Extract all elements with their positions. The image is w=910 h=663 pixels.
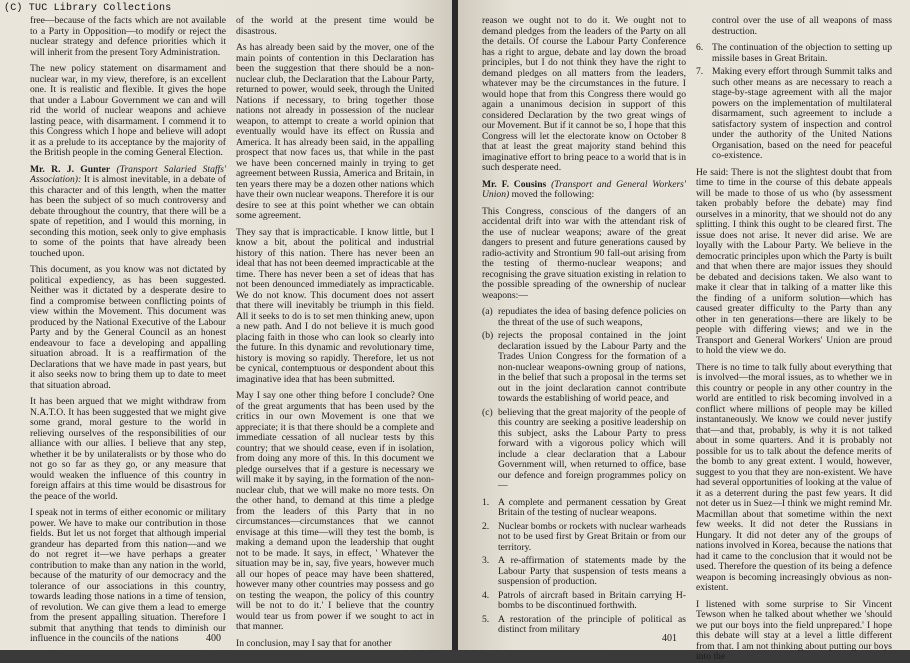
left-column-2: [236, 15, 434, 649]
list-label: 3.: [482, 555, 490, 566]
paragraph: He said: There is not the slightest doubt that from time to time in the course of this debate appeals will be made to those of us who (by assessment taken probably before the debate) may find ourselves in a minority, that we should not do any splitting. I think this ought to be cleared first. The issue does not arise. It never did arise. We are loyally with the Labour Party. We believe in the democratic principles upon which the Party is built and that when there are major issues they should be debated and decisions taken. We also want to make it clear that in talking of a matter like this the finding of a uniform solution—which has caused greater difficulty to the Party than any other in ten generations—there are likely to be people with differing views; and we in the Transport and General Workers' Union are proud to hold the view we do.: [696, 166, 892, 356]
list-label: 5.: [482, 613, 490, 625]
speaker-text: It is almost inevitable, in a debate of this character and of this length, when the matter has been the subject of so much controversy and debate throughout the country, that there will be a spate of repetition, and I would this morning, in seconding this motion, seek only to give emphasis to some of the points that have already been touched upon.: [30, 174, 226, 259]
list-text: A complete and permanent cessation by Great Britain of the testing of nuclear weapons.: [498, 496, 686, 518]
speaker-name: Mr. F. Cousins: [482, 178, 547, 190]
list-text: The continuation of the objection to setting up missile bases in Great Britain.: [712, 42, 892, 64]
speaker-name: Mr. R. J. Gunter: [30, 163, 111, 175]
list-item: [482, 331, 686, 405]
list-label: 6.: [696, 42, 704, 53]
list-text: Patrols of aircraft based in Britain carrying H-bombs to be discontinued forthwith.: [498, 589, 686, 611]
paragraph: As has already been said by the mover, one of the main points of contention in this Declaration has been the suggestion that there should be a non-nuclear club, the Declaration that the Labour Party, returned to power, would seek, through the United Nations if necessary, to bring together those nations not already in possession of the nuclear weapon, to attempt to create a world opinion that eventually would have its effect on Russia and America. It has already been said, in the appalling prospect that now faces us, that while in the past we have been concerned mainly in trying to get agreement between Russia, America and Britain, in ten years there may be a dozen other nations which have their own nuclear weapons. Therefore it is our desire to see at this point whether we can obtain some agreement.: [236, 42, 434, 221]
list-label: 1.: [482, 496, 490, 508]
list-text: rejects the proposal contained in the joint declaration issued by the Labour Party and the Trades Union Congress for the formation of a non-nuclear weapons-owning group of nations, in the belief that such a proposal in the terms set out in the joint declaration cannot contribute towards the establishing of world peace, and: [498, 330, 686, 404]
list-label: 4.: [482, 589, 490, 601]
paragraph: of the world at the present time would be disastrous.: [236, 15, 434, 37]
paragraph: This document, as you know was not dictated by political expediency, as has been suggested. Neither was it dictated by a desperate desire to find a compromise between conflicting points of view within the Movement. This document was produced by the National Executive of the Labour Party and by the General Council as an honest endeavour to face a developing and appalling situation abroad. It is a reaffirmation of the Declarations that we have made in past years, but it also seeks now to bring them up to date to meet that situation abroad.: [30, 264, 226, 391]
list-item: [696, 67, 892, 162]
paragraph: free—because of the facts which are not available to a Party in Opposition—to modify or reject the nuclear strategy and defence priorities which it will inherit from the present Tory Administration.: [30, 15, 226, 58]
list-label: (c): [482, 406, 493, 418]
list-text: repudiates the idea of basing defence policies on the threat of the use of such weapons,: [498, 306, 686, 328]
list-label: (a): [482, 306, 493, 317]
list-text: A restoration of the principle of political as distinct from military: [498, 613, 686, 635]
page-number-right: 401: [662, 633, 677, 644]
paragraph: May I say one other thing before I conclude? One of the great arguments that has been used by the critics in our own Movement is one that we appreciate; it is that there should be a complete and immediate cessation of all nuclear tests by this country; that we should cease, even if in isolation, from doing any more of this. In this document we pledge ourselves that if a gesture is necessary we will make it by saying, in the formation of the non-nuclear club, that we will make no more tests. On the other hand, to demand at this time a pledge from the leaders of this Party that in no circumstances—circumstances that we cannot envisage at this time—will they test the bomb, is making a demand upon the leadership that ought not to be made. It says, in effect, ' Whatever the situation may be in, say, five years, however much all our hopes of peace may have been shattered, however many other countries may possess and go on testing the weapon, the policy of this country will be not to do it.' I believe that the country would tear us from power if we sought to act in that manner.: [236, 390, 434, 632]
left-page: [0, 0, 452, 650]
list-item: [696, 43, 892, 64]
right-page: [458, 0, 910, 662]
motion-list: [482, 307, 686, 492]
paragraph: control over the use of all weapons of mass destruction.: [712, 15, 892, 37]
speaker-heading: [482, 180, 686, 201]
list-label: (b): [482, 330, 494, 341]
list-text: A re-affirmation of statements made by the Labour Party that suspension of tests means a suspension of production.: [498, 555, 686, 587]
paragraph: There is no time to talk fully about everything that is involved—the moral issues, as to whether we in this country or people in any other country in the world are entitled to risk becoming involved in a conflict where millions of people may be killed instantaneously. We know we could never justify that—and that, probably, is why it is not talked about in some quarters. And it is probably not possible for us to talk about the defence merits of the bomb to any great extent. I would, however, suggest to you that they are non-existent. We have had several opportunities of looking at the value of it as a deterrent during the past few years. It did not deter us in Suez—I think we might remind Mr. Macmillan about that sometime within the next few weeks. It did not deter the Russians in Hungary. It did not deter any of the groups of nations involved in Korea, because the nations that had it came to the conclusion that it would not be used. Therefore the question of its being a defence weapon is becoming increasingly obvious as non-existent.: [696, 361, 892, 593]
list-text: Making every effort through Summit talks and such other means as are necessary to reach a stage-by-stage agreement with all the major powers on the implementation of multilateral disarmament, such agreement to include a satisfactory system of inspection and control under the authority of the United Nations Organisation, based on the need for peaceful co-existence.: [712, 66, 892, 161]
list-text: believing that the great majority of the people of this country are seeking a positive leadership on this subject, asks the Labour Party to press forward with a vigorous policy which will include a clear declaration that a Labour Government will, when returned to office, base our defence and foreign programmes policy on—: [498, 406, 686, 491]
right-column-2: [696, 15, 892, 662]
page-number-left: 400: [206, 633, 221, 644]
paragraph: I speak not in terms of either economic or military power. We have to make our contribution in those fields. But let us not forget that although imperial grandeur has departed from this nation—and we do not regret it—we have perhaps a greater contribution to make than any nation in the world, because of the maturity of our democracy and the tolerance of our associations in this country, towards leading those nations in a time of tension, of revolution. We can give them a lead to emerge from the present appalling situation. Therefore I submit that anything that tends to diminish our influence in the councils of the nations: [30, 507, 226, 644]
list-item: [482, 408, 686, 492]
list-item: [482, 498, 686, 519]
list-item: [482, 556, 686, 588]
numbered-list: [696, 43, 892, 162]
list-item: [482, 615, 686, 636]
speaker-org: (Transport Salaried Staffs' Association):: [30, 163, 226, 185]
motion-intro: This Congress, conscious of the dangers of an accidental drift into war with the attendant risk of the use of nuclear weapons; aware of the great dangers to present and future generations caused by radio-activity and Strontium 90 fall-out arising from the testing of thermo-nuclear weapons; and recognising the grave situation existing in relation to the possible spreading of the ownership of nuclear weapons:—: [482, 205, 686, 301]
numbered-list: [482, 498, 686, 636]
paragraph-group: [696, 168, 892, 663]
list-label: 7.: [696, 66, 704, 77]
list-item: [482, 591, 686, 612]
right-column-1: [482, 16, 686, 636]
speaker-org: (Transport and General Workers' Union): [482, 178, 686, 200]
paragraph: reason we ought not to do it. We ought not to demand pledges from the leaders of the Party on all the details. Of course the Labour Party Conference has a right to argue, debate and lay down the broad principles, but I do not think they have the right to demand pledges on all matters from the leaders, whatever may be the circumstances in the future. I would hope that from this Congress there would go again a unanimous decision in support of this considered Declaration by the two great wings of our Movement. But if it cannot be so, I hope that this Congress will let the electorate know on October 8 that at least the great majority stand behind this imaginative effort to bring peace to a world that is in such desperate need.: [482, 15, 686, 173]
paragraph: I listened with some surprise to Sir Vincent Tewson when he talked about whether we 'should we put our boys into the field unprepared.' I hope this debate will stay at a level a little different from that. I am not thinking about putting our boys into the: [696, 598, 892, 662]
speaker-text: moved the following:: [509, 189, 595, 200]
list-item: [482, 522, 686, 554]
paragraph: The new policy statement on disarmament and nuclear war, in my view, therefore, is an excellent one. It is realistic and flexible. It gives the hope that under a Labour Government we can and will rid the world of nuclear weapons and achieve lasting peace, with disarmament. I commend it to this Congress which I hope and believe will adopt it as a prelude to its acceptance by the majority of the British people in the coming General Election.: [30, 63, 226, 158]
speaker-heading: [30, 165, 226, 260]
list-label: 2.: [482, 520, 490, 532]
list-item: [482, 307, 686, 328]
paragraph: In conclusion, may I say that for another: [236, 637, 392, 649]
list-text: Nuclear bombs or rockets with nuclear warheads not to be used first by Great Britain or from our territory.: [498, 520, 686, 553]
paragraph: It has been argued that we might withdraw from N.A.T.O. It has been suggested that we might give some grand, moral gesture to the world in relieving ourselves of the responsibilities of our alliance with our allies. I believe that any step, whether it be by unilateralists or by those who do not go so far as they go, or any measure that would weaken the influence of this country in foreign affairs at this time would be disastrous for the peace of the world.: [30, 396, 226, 502]
watermark: (C) TUC Library Collections: [4, 3, 172, 14]
paragraph: They say that is impracticable. I know little, but I know a bit, about the political and industrial history of this nation. There has never been an ideal that has not been deemed impracticable at the time. There has never been a set of ideas that has not been denounced immediately as impracticable. We do not know. This document does not assert that there will inevitably be triumph in this field. All it seeks to do is to set men thinking anew, upon a new path. And I do not believe it is much good placing faith in those who can look so clearly into the future. In this dynamic and revolutionary time, history is moving so rapidly. Therefore, let us not be cynical, contemptuous or despondent about this imaginative idea that has been submitted.: [236, 226, 434, 385]
